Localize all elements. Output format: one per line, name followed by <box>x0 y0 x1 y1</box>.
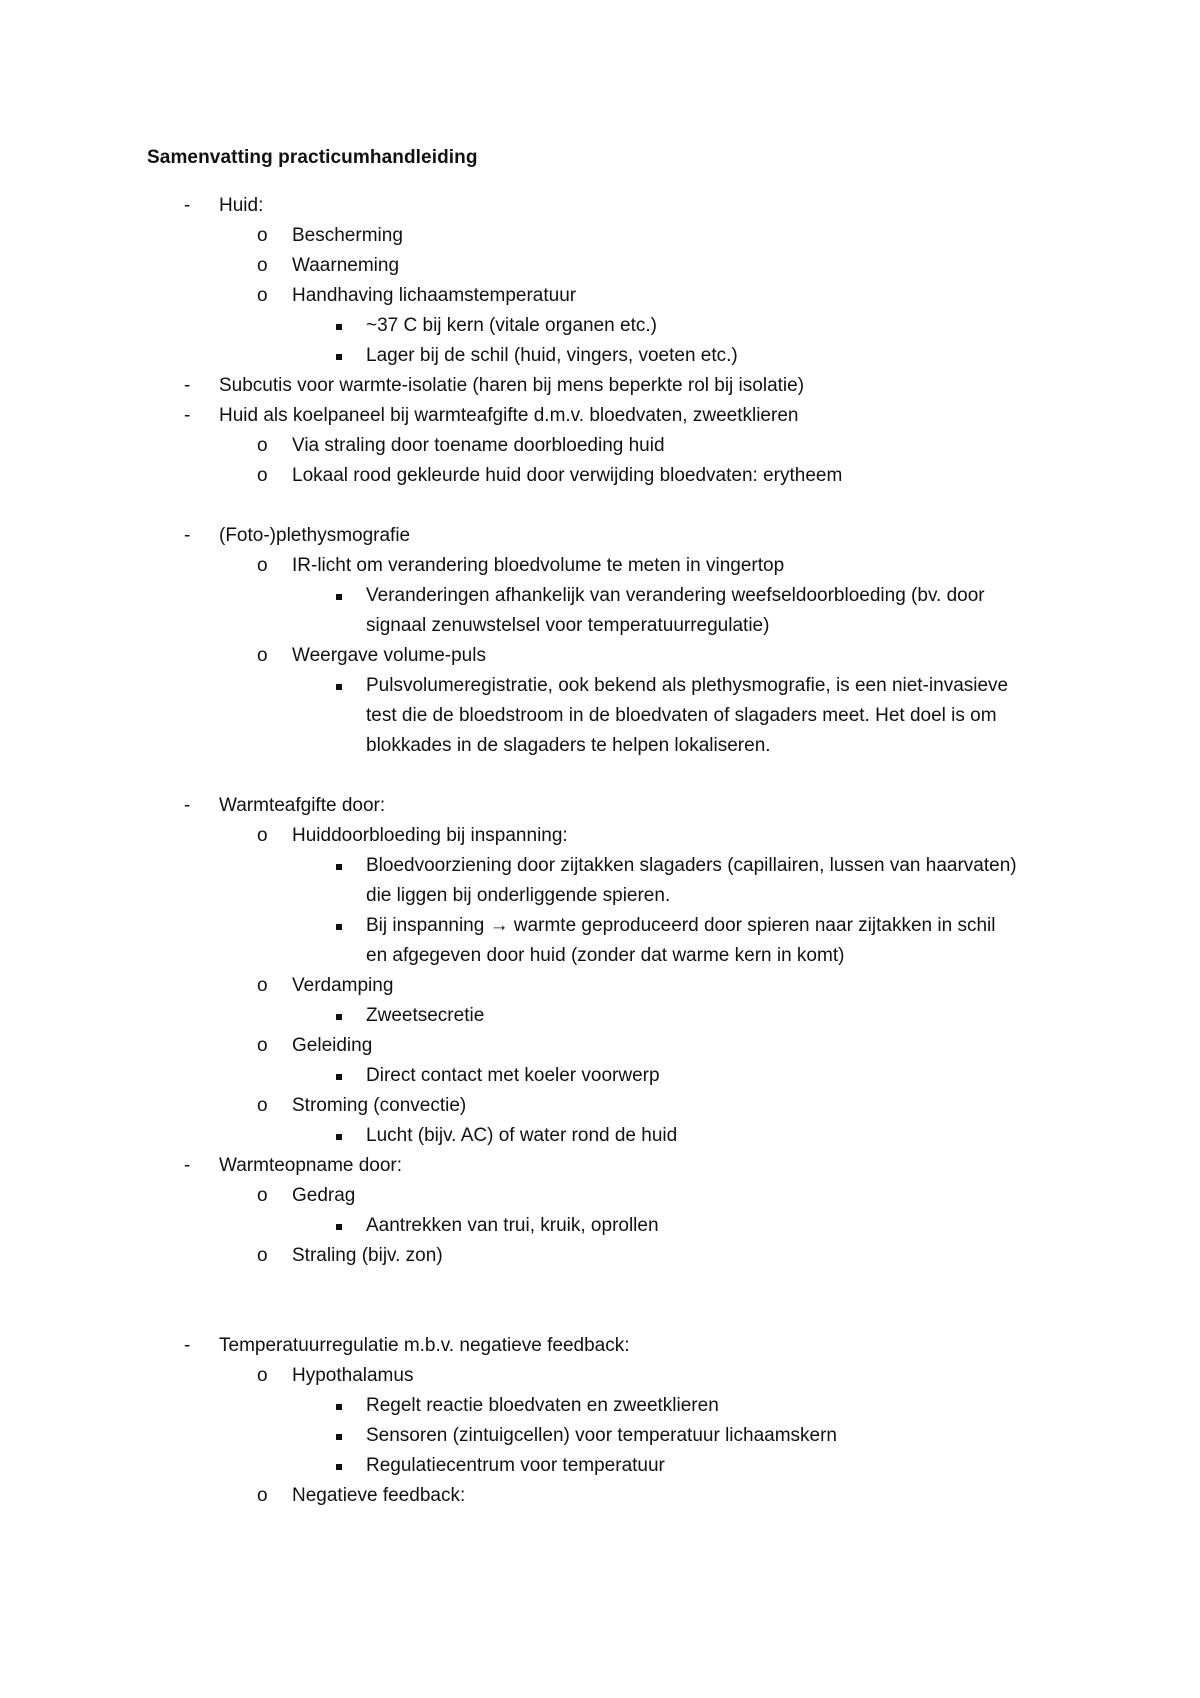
dash-bullet: - <box>184 195 191 216</box>
square-bullet <box>336 324 342 330</box>
square-bullet <box>336 684 342 690</box>
dash-bullet: - <box>184 525 191 546</box>
circle-bullet: o <box>257 645 268 666</box>
square-bullet <box>336 594 342 600</box>
list-item: Pulsvolumeregistratie, ook bekend als plethysmografie, is een niet-invasieve <box>366 675 1009 696</box>
list-item: Huid als koelpaneel bij warmteafgifte d.m.v. bloedvaten, zweetklieren <box>219 405 799 426</box>
list-item-continuation: blokkades in de slagaders te helpen lokaliseren. <box>366 735 771 756</box>
list-item: Regulatiecentrum voor temperatuur <box>366 1455 665 1476</box>
circle-bullet: o <box>257 225 268 246</box>
list-item: Geleiding <box>292 1035 373 1056</box>
square-bullet <box>336 1074 342 1080</box>
list-item: Negatieve feedback: <box>292 1485 466 1506</box>
dash-bullet: - <box>184 405 191 426</box>
list-item: Sensoren (zintuigcellen) voor temperatuur lichaamskern <box>366 1425 838 1446</box>
list-item: Bloedvoorziening door zijtakken slagaders (capillairen, lussen van haarvaten) <box>366 855 1017 876</box>
circle-bullet: o <box>257 435 268 456</box>
square-bullet <box>336 864 342 870</box>
list-item: Stroming (convectie) <box>292 1095 467 1116</box>
list-item: Bij inspanning → warmte geproduceerd door spieren naar zijtakken in schil <box>366 915 996 936</box>
list-item: Lager bij de schil (huid, vingers, voeten etc.) <box>366 345 738 366</box>
list-item: IR-licht om verandering bloedvolume te meten in vingertop <box>292 555 785 576</box>
list-item: Gedrag <box>292 1185 356 1206</box>
square-bullet <box>336 354 342 360</box>
list-item: Via straling door toename doorbloeding huid <box>292 435 665 456</box>
dash-bullet: - <box>184 1155 191 1176</box>
square-bullet <box>336 1134 342 1140</box>
list-item: Aantrekken van trui, kruik, oprollen <box>366 1215 659 1236</box>
circle-bullet: o <box>257 255 268 276</box>
circle-bullet: o <box>257 975 268 996</box>
square-bullet <box>336 1464 342 1470</box>
list-item: Huid: <box>219 195 264 216</box>
list-item: Handhaving lichaamstemperatuur <box>292 285 577 306</box>
list-item: Huiddoorbloeding bij inspanning: <box>292 825 568 846</box>
list-item: Lucht (bijv. AC) of water rond de huid <box>366 1125 678 1146</box>
list-item: Bescherming <box>292 225 403 246</box>
dash-bullet: - <box>184 795 191 816</box>
list-item: Weergave volume-puls <box>292 645 486 666</box>
list-item: Direct contact met koeler voorwerp <box>366 1065 660 1086</box>
circle-bullet: o <box>257 1035 268 1056</box>
dash-bullet: - <box>184 375 191 396</box>
dash-bullet: - <box>184 1335 191 1356</box>
square-bullet <box>336 924 342 930</box>
list-item: Warmteopname door: <box>219 1155 403 1176</box>
list-item-continuation: die liggen bij onderliggende spieren. <box>366 885 671 906</box>
list-item-continuation: signaal zenuwstelsel voor temperatuurregulatie) <box>366 615 770 636</box>
circle-bullet: o <box>257 1365 268 1386</box>
circle-bullet: o <box>257 825 268 846</box>
circle-bullet: o <box>257 285 268 306</box>
list-item: Temperatuurregulatie m.b.v. negatieve feedback: <box>219 1335 630 1356</box>
circle-bullet: o <box>257 1245 268 1266</box>
circle-bullet: o <box>257 1095 268 1116</box>
square-bullet <box>336 1224 342 1230</box>
list-item: ~37 C bij kern (vitale organen etc.) <box>366 315 657 336</box>
list-item: Verdamping <box>292 975 394 996</box>
list-item: Warmteafgifte door: <box>219 795 386 816</box>
list-item: Lokaal rood gekleurde huid door verwijding bloedvaten: erytheem <box>292 465 843 486</box>
list-item-continuation: test die de bloedstroom in de bloedvaten of slagaders meet. Het doel is om <box>366 705 997 726</box>
circle-bullet: o <box>257 1185 268 1206</box>
square-bullet <box>336 1434 342 1440</box>
page-title: Samenvatting practicumhandleiding <box>147 147 478 168</box>
list-item: (Foto-)plethysmografie <box>219 525 411 546</box>
list-item: Zweetsecretie <box>366 1005 485 1026</box>
list-item: Waarneming <box>292 255 400 276</box>
list-item: Straling (bijv. zon) <box>292 1245 443 1266</box>
list-item: Subcutis voor warmte-isolatie (haren bij mens beperkte rol bij isolatie) <box>219 375 805 396</box>
circle-bullet: o <box>257 1485 268 1506</box>
list-item-continuation: en afgegeven door huid (zonder dat warme kern in komt) <box>366 945 845 966</box>
list-item: Regelt reactie bloedvaten en zweetklieren <box>366 1395 719 1416</box>
circle-bullet: o <box>257 465 268 486</box>
list-item: Hypothalamus <box>292 1365 414 1386</box>
circle-bullet: o <box>257 555 268 576</box>
square-bullet <box>336 1014 342 1020</box>
list-item: Veranderingen afhankelijk van verandering weefseldoorbloeding (bv. door <box>366 585 985 606</box>
square-bullet <box>336 1404 342 1410</box>
